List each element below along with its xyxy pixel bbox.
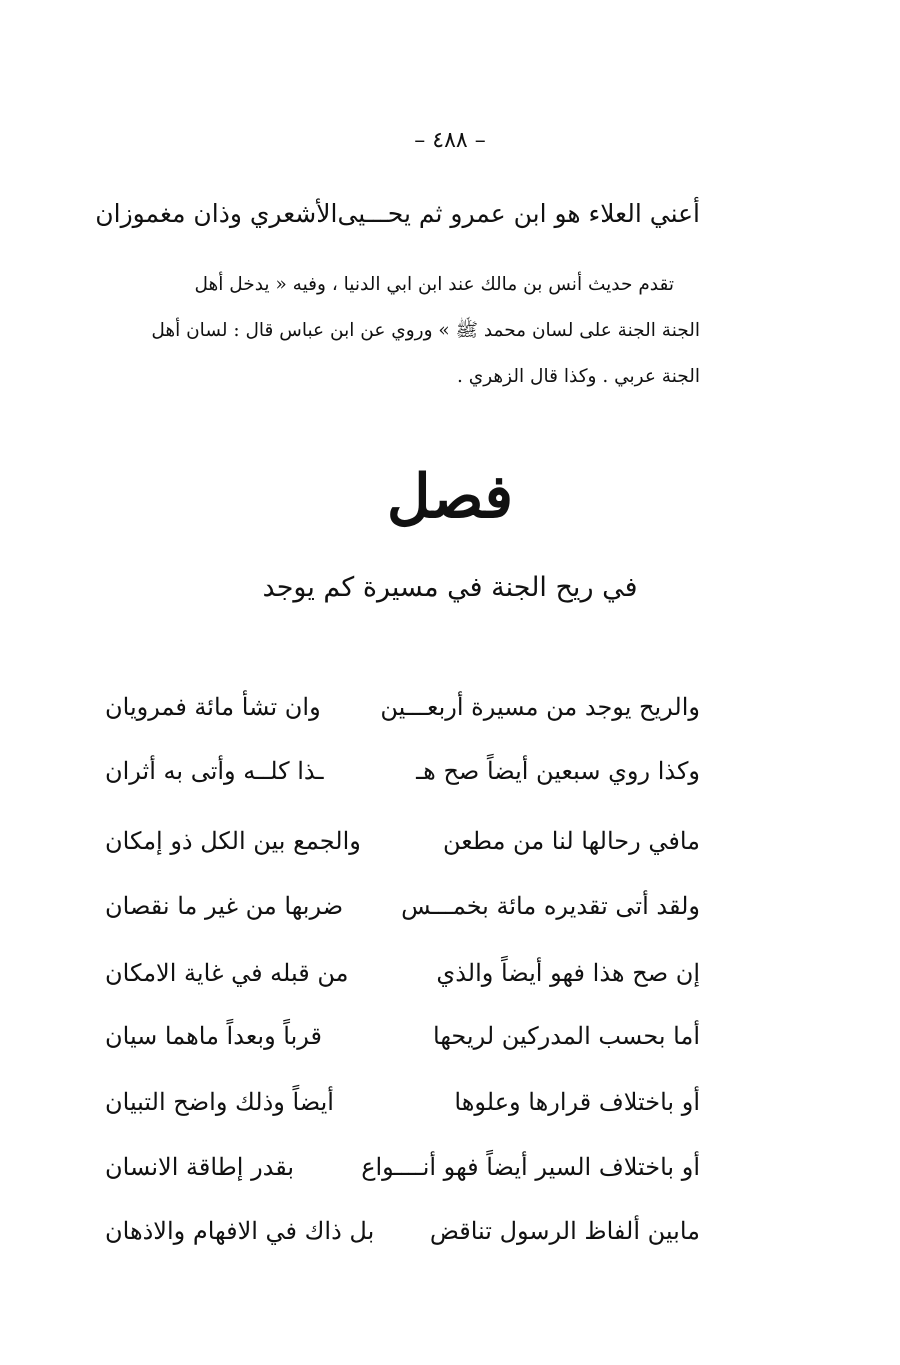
hemistich-left: من قبله في غاية الامكان xyxy=(105,959,349,987)
page-number: – ٤٨٨ – xyxy=(414,128,486,153)
hemistich-right: أما بحسب المدركين لريحها xyxy=(433,1022,700,1050)
hemistich-left: ـذا كلــه وأتى به أثران xyxy=(105,757,324,785)
hemistich-right: أو باختلاف قرارها وعلوها xyxy=(454,1088,700,1116)
verse-line xyxy=(105,684,700,730)
hemistich-right: ولقد أتى تقديره مائة بخمـــس xyxy=(401,892,700,920)
verse-line xyxy=(105,748,700,794)
verse-line xyxy=(105,818,700,864)
hemistich-left: قرباً وبعداً ماهما سيان xyxy=(105,1022,323,1050)
verse-line xyxy=(105,1208,700,1254)
hemistich-right: أو باختلاف السير أيضاً فهو أنــــواع xyxy=(361,1153,700,1181)
section-title: فصل xyxy=(386,462,514,532)
hemistich-left: ضربها من غير ما نقصان xyxy=(105,892,344,920)
hemistich-right: والريح يوجد من مسيرة أربعـــين xyxy=(380,693,700,721)
hemistich-right: أعني العلاء هو ابن عمرو ثم يحـــيى xyxy=(337,198,700,228)
verse-line xyxy=(105,950,700,996)
hemistich-right: إن صح هذا فهو أيضاً والذي xyxy=(436,959,700,987)
hemistich-left: وان تشأ مائة فمرويان xyxy=(105,693,321,721)
commentary-paragraph xyxy=(100,262,700,400)
top-verse xyxy=(95,190,700,236)
hemistich-right: وكذا روي سبعين أيضاً صح هـ xyxy=(416,757,700,785)
hemistich-right: مابين ألفاظ الرسول تناقض xyxy=(429,1217,700,1245)
hemistich-left: بقدر إطاقة الانسان xyxy=(105,1153,295,1181)
verse-line xyxy=(105,1079,700,1125)
verse-line xyxy=(105,1144,700,1190)
hemistich-right: مافي رحالها لنا من مطعن xyxy=(443,827,700,855)
commentary-line: تقدم حديث أنس بن مالك عند ابن ابي الدنيا ، وفيه « يدخل أهل xyxy=(194,274,674,295)
commentary-line: الجنة عربي . وكذا قال الزهري . xyxy=(456,366,700,387)
hemistich-left: بل ذاك في الافهام والاذهان xyxy=(105,1217,375,1245)
hemistich-left: والجمع بين الكل ذو إمكان xyxy=(105,827,361,855)
verse-line xyxy=(105,883,700,929)
commentary-line: الجنة الجنة على لسان محمد ﷺ » وروي عن ابن عباس قال : لسان أهل xyxy=(151,320,700,341)
hemistich-left: أيضاً وذلك واضح التبيان xyxy=(105,1088,334,1116)
section-subtitle: في ريح الجنة في مسيرة كم يوجد xyxy=(262,572,638,603)
verse-line xyxy=(105,1013,700,1059)
hemistich-left: الأشعري وذان مغموزان xyxy=(95,198,338,228)
